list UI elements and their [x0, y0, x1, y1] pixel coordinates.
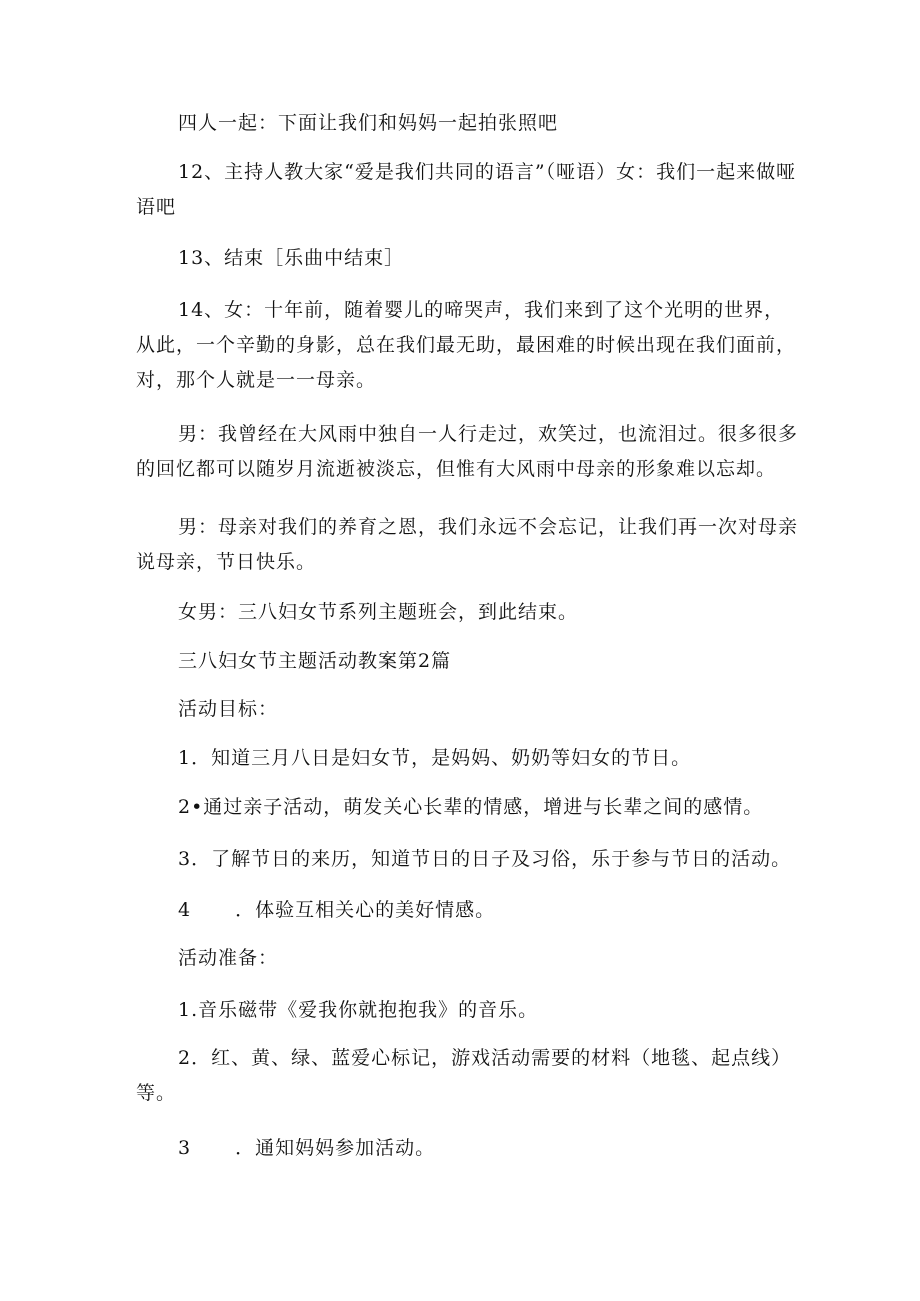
list-item-text: 3．了解节日的来历，知道节日的日子及习俗，乐于参与节日的活动。	[178, 848, 792, 870]
paragraph-closing	[178, 595, 800, 630]
list-item-number: 4	[178, 899, 192, 921]
section-heading	[178, 644, 800, 679]
list-item-text: 2．红、黄、绿、蓝爱心标记，游戏活动需要的材料（地毯、起点线）等。	[136, 1047, 792, 1104]
goal-item-3	[178, 842, 800, 877]
paragraph-photo	[178, 106, 800, 141]
paragraph-item-12	[136, 155, 800, 225]
list-item-text: ．通知妈妈参加活动。	[235, 1137, 436, 1159]
goal-item-4	[178, 893, 800, 928]
list-item-text: ．体验互相关心的美好情感。	[235, 899, 496, 921]
paragraph-male-2	[136, 510, 800, 580]
paragraph-male-1	[136, 417, 800, 487]
prep-item-2	[136, 1041, 800, 1111]
paragraph-text: 女男：三八妇女节系列主题班会，到此结束。	[178, 601, 579, 623]
subheading-text: 活动目标：	[178, 698, 279, 720]
paragraph-item-13	[136, 241, 800, 276]
paragraph-text: 四人一起：下面让我们和妈妈一起拍张照吧	[178, 112, 559, 134]
paragraph-text: 男：母亲对我们的养育之恩，我们永远不会忘记，让我们再一次对母亲说母亲，节日快乐。	[136, 516, 799, 573]
paragraph-text: 12、主持人教大家“爱是我们共同的语言”（哑语）女：我们一起来做哑语吧	[136, 161, 797, 218]
goal-item-2	[178, 790, 800, 825]
subheading-text: 活动准备：	[178, 947, 279, 969]
prep-item-3	[178, 1131, 800, 1166]
paragraph-text: 13、结束［乐曲中结束］	[178, 247, 405, 269]
paragraph-text: 14、女：十年前，随着婴儿的啼哭声，我们来到了这个光明的世界，从此，一个辛勤的身影，总在我们最无助，最困难的时候出现在我们面前，对，那个人就是一一母亲。	[136, 299, 797, 391]
prep-item-1	[178, 993, 800, 1028]
paragraph-text: 男：我曾经在大风雨中独自一人行走过，欢笑过，也流泪过。很多很多的回忆都可以随岁月流逝被淡忘，但惟有大风雨中母亲的形象难以忘却。	[136, 423, 799, 480]
subheading-goals	[178, 692, 800, 727]
list-item-text: 1．知道三月八日是妇女节，是妈妈、奶奶等妇女的节日。	[178, 747, 692, 769]
goal-item-1	[178, 741, 800, 776]
list-item-text: 1.音乐磁带《爱我你就抱抱我》的音乐。	[178, 999, 539, 1021]
list-item-number: 3	[178, 1137, 192, 1159]
paragraph-item-14	[136, 293, 800, 398]
list-item-text: 2•通过亲子活动，萌发关心长辈的情感，增进与长辈之间的感情。	[178, 796, 764, 818]
subheading-preparation	[178, 941, 800, 976]
section-heading-text: 三八妇女节主题活动教案第2篇	[178, 650, 452, 672]
